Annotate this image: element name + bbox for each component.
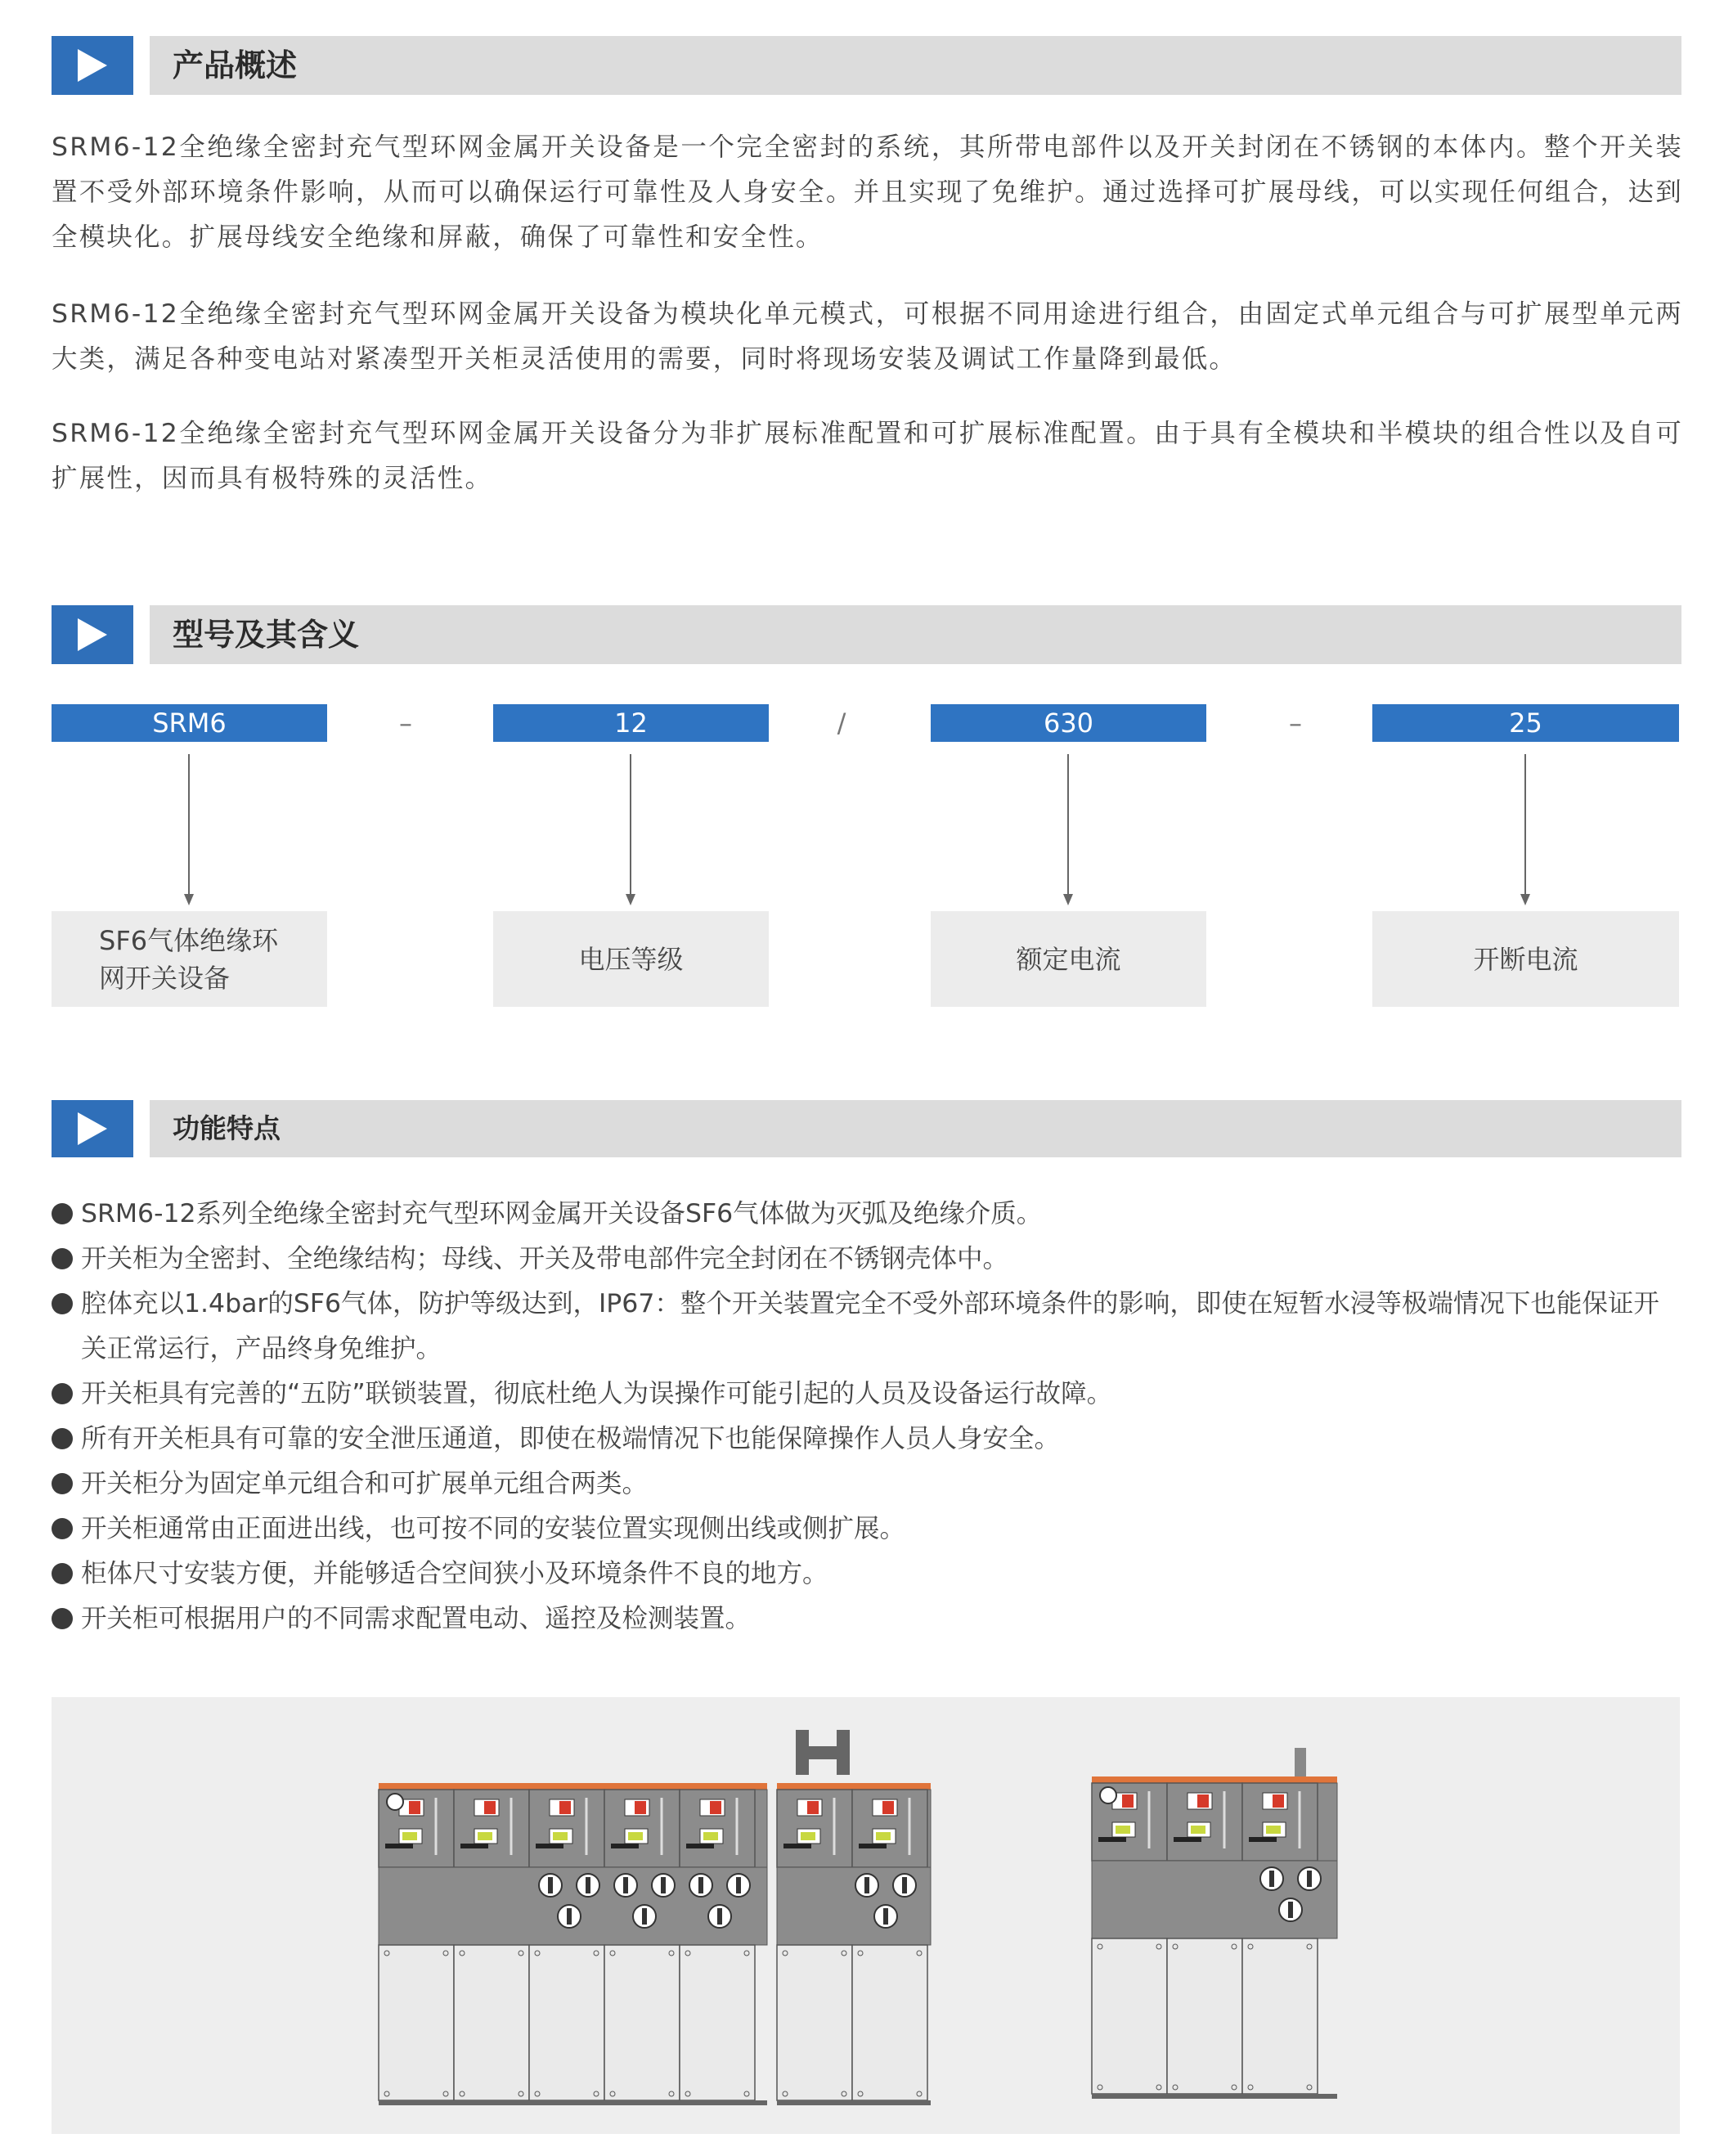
switchgear-drawing — [52, 1697, 1680, 2134]
bullet-icon — [52, 1473, 73, 1494]
list-item: 开关柜分为固定单元组合和可扩展单元组合两类。 — [52, 1462, 1679, 1507]
model-code-current: 630 — [931, 704, 1206, 742]
model-arrows — [0, 742, 1724, 910]
section-header-overview — [52, 36, 1681, 95]
product-illustration — [52, 1697, 1680, 2134]
paragraph-text: SRM6-12全绝缘全密封充气型环网金属开关设备是一个完全密封的系统，其所带电部件以及开关封闭在不锈钢的本体内。整个开关装置不受外部环境条件影响，从而可以确保运行可靠性及人身安全。并且实现了免维护。通过选择可扩展母线，可以实现任何组合，达到全模块化。扩展母线安全绝缘和屏蔽，确保了可靠性和安全性。 — [52, 133, 1683, 252]
model-meaning-type — [52, 911, 327, 1007]
model-code-voltage: 12 — [493, 704, 769, 742]
bullet-icon — [52, 1203, 73, 1224]
list-item: 开关柜为全密封、全绝缘结构；母线、开关及带电部件完全封闭在不锈钢壳体中。 — [52, 1237, 1679, 1282]
model-meaning-voltage — [493, 911, 769, 1007]
bullet-icon — [52, 1608, 73, 1629]
section-header-features — [52, 1100, 1681, 1157]
section-title: 功能特点 — [173, 1112, 281, 1144]
play-icon — [52, 605, 133, 664]
play-icon — [52, 36, 133, 95]
section-header-bar — [150, 605, 1681, 664]
list-item: 开关柜可根据用户的不同需求配置电动、遥控及检测装置。 — [52, 1597, 1679, 1642]
list-item: SRM6-12系列全绝缘全密封充气型环网金属开关设备SF6气体做为灭弧及绝缘介质。 — [52, 1192, 1679, 1237]
list-item: 所有开关柜具有可靠的安全泄压通道，即使在极端情况下也能保障操作人员人身安全。 — [52, 1417, 1679, 1462]
model-separator: – — [1289, 707, 1302, 739]
model-code-breaking: 25 — [1372, 704, 1679, 742]
list-item: 开关柜通常由正面进出线，也可按不同的安装位置实现侧出线或侧扩展。 — [52, 1507, 1679, 1552]
meaning-text: 电压等级 — [578, 943, 684, 975]
bullet-icon — [52, 1293, 73, 1314]
overview-paragraph-2 — [52, 292, 1683, 382]
bullet-icon — [52, 1563, 73, 1584]
overview-paragraph-1 — [52, 125, 1683, 260]
section-header-model — [52, 605, 1681, 664]
bullet-icon — [52, 1428, 73, 1449]
bullet-icon — [52, 1248, 73, 1269]
section-title: 产品概述 — [173, 47, 298, 83]
meaning-text: 开断电流 — [1473, 943, 1578, 975]
model-separator: – — [399, 707, 412, 739]
model-separator: / — [837, 707, 846, 739]
meaning-text: SF6气体绝缘环网开关设备 — [99, 924, 279, 994]
meaning-text: 额定电流 — [1016, 943, 1121, 975]
list-item: 开关柜具有完善的“五防”联锁装置，彻底杜绝人为误操作可能引起的人员及设备运行故障。 — [52, 1372, 1679, 1417]
list-item: 柜体尺寸安装方便，并能够适合空间狭小及环境条件不良的地方。 — [52, 1552, 1679, 1597]
bullet-icon — [52, 1383, 73, 1404]
list-item: 腔体充以1.4bar的SF6气体，防护等级达到，IP67：整个开关装置完全不受外部环境条件的影响，即使在短暂水浸等极端情况下也能保证开关正常运行，产品终身免维护。 — [52, 1282, 1679, 1372]
section-header-bar — [150, 1100, 1681, 1157]
feature-list — [52, 1192, 1679, 1642]
play-icon — [52, 1100, 133, 1157]
model-meaning-breaking — [1372, 911, 1679, 1007]
section-title: 型号及其含义 — [173, 617, 360, 653]
bullet-icon — [52, 1518, 73, 1539]
model-code-srm6: SRM6 — [52, 704, 327, 742]
paragraph-text: SRM6-12全绝缘全密封充气型环网金属开关设备分为非扩展标准配置和可扩展标准配置。由于具有全模块和半模块的组合性以及自可扩展性，因而具有极特殊的灵活性。 — [52, 419, 1683, 493]
model-meaning-current — [931, 911, 1206, 1007]
overview-paragraph-3 — [52, 411, 1683, 501]
paragraph-text: SRM6-12全绝缘全密封充气型环网金属开关设备为模块化单元模式，可根据不同用途进行组合，由固定式单元组合与可扩展型单元两大类，满足各种变电站对紧凑型开关柜灵活使用的需要，同时将现场安装及调试工作量降到最低。 — [52, 299, 1683, 374]
section-header-bar — [150, 36, 1681, 95]
